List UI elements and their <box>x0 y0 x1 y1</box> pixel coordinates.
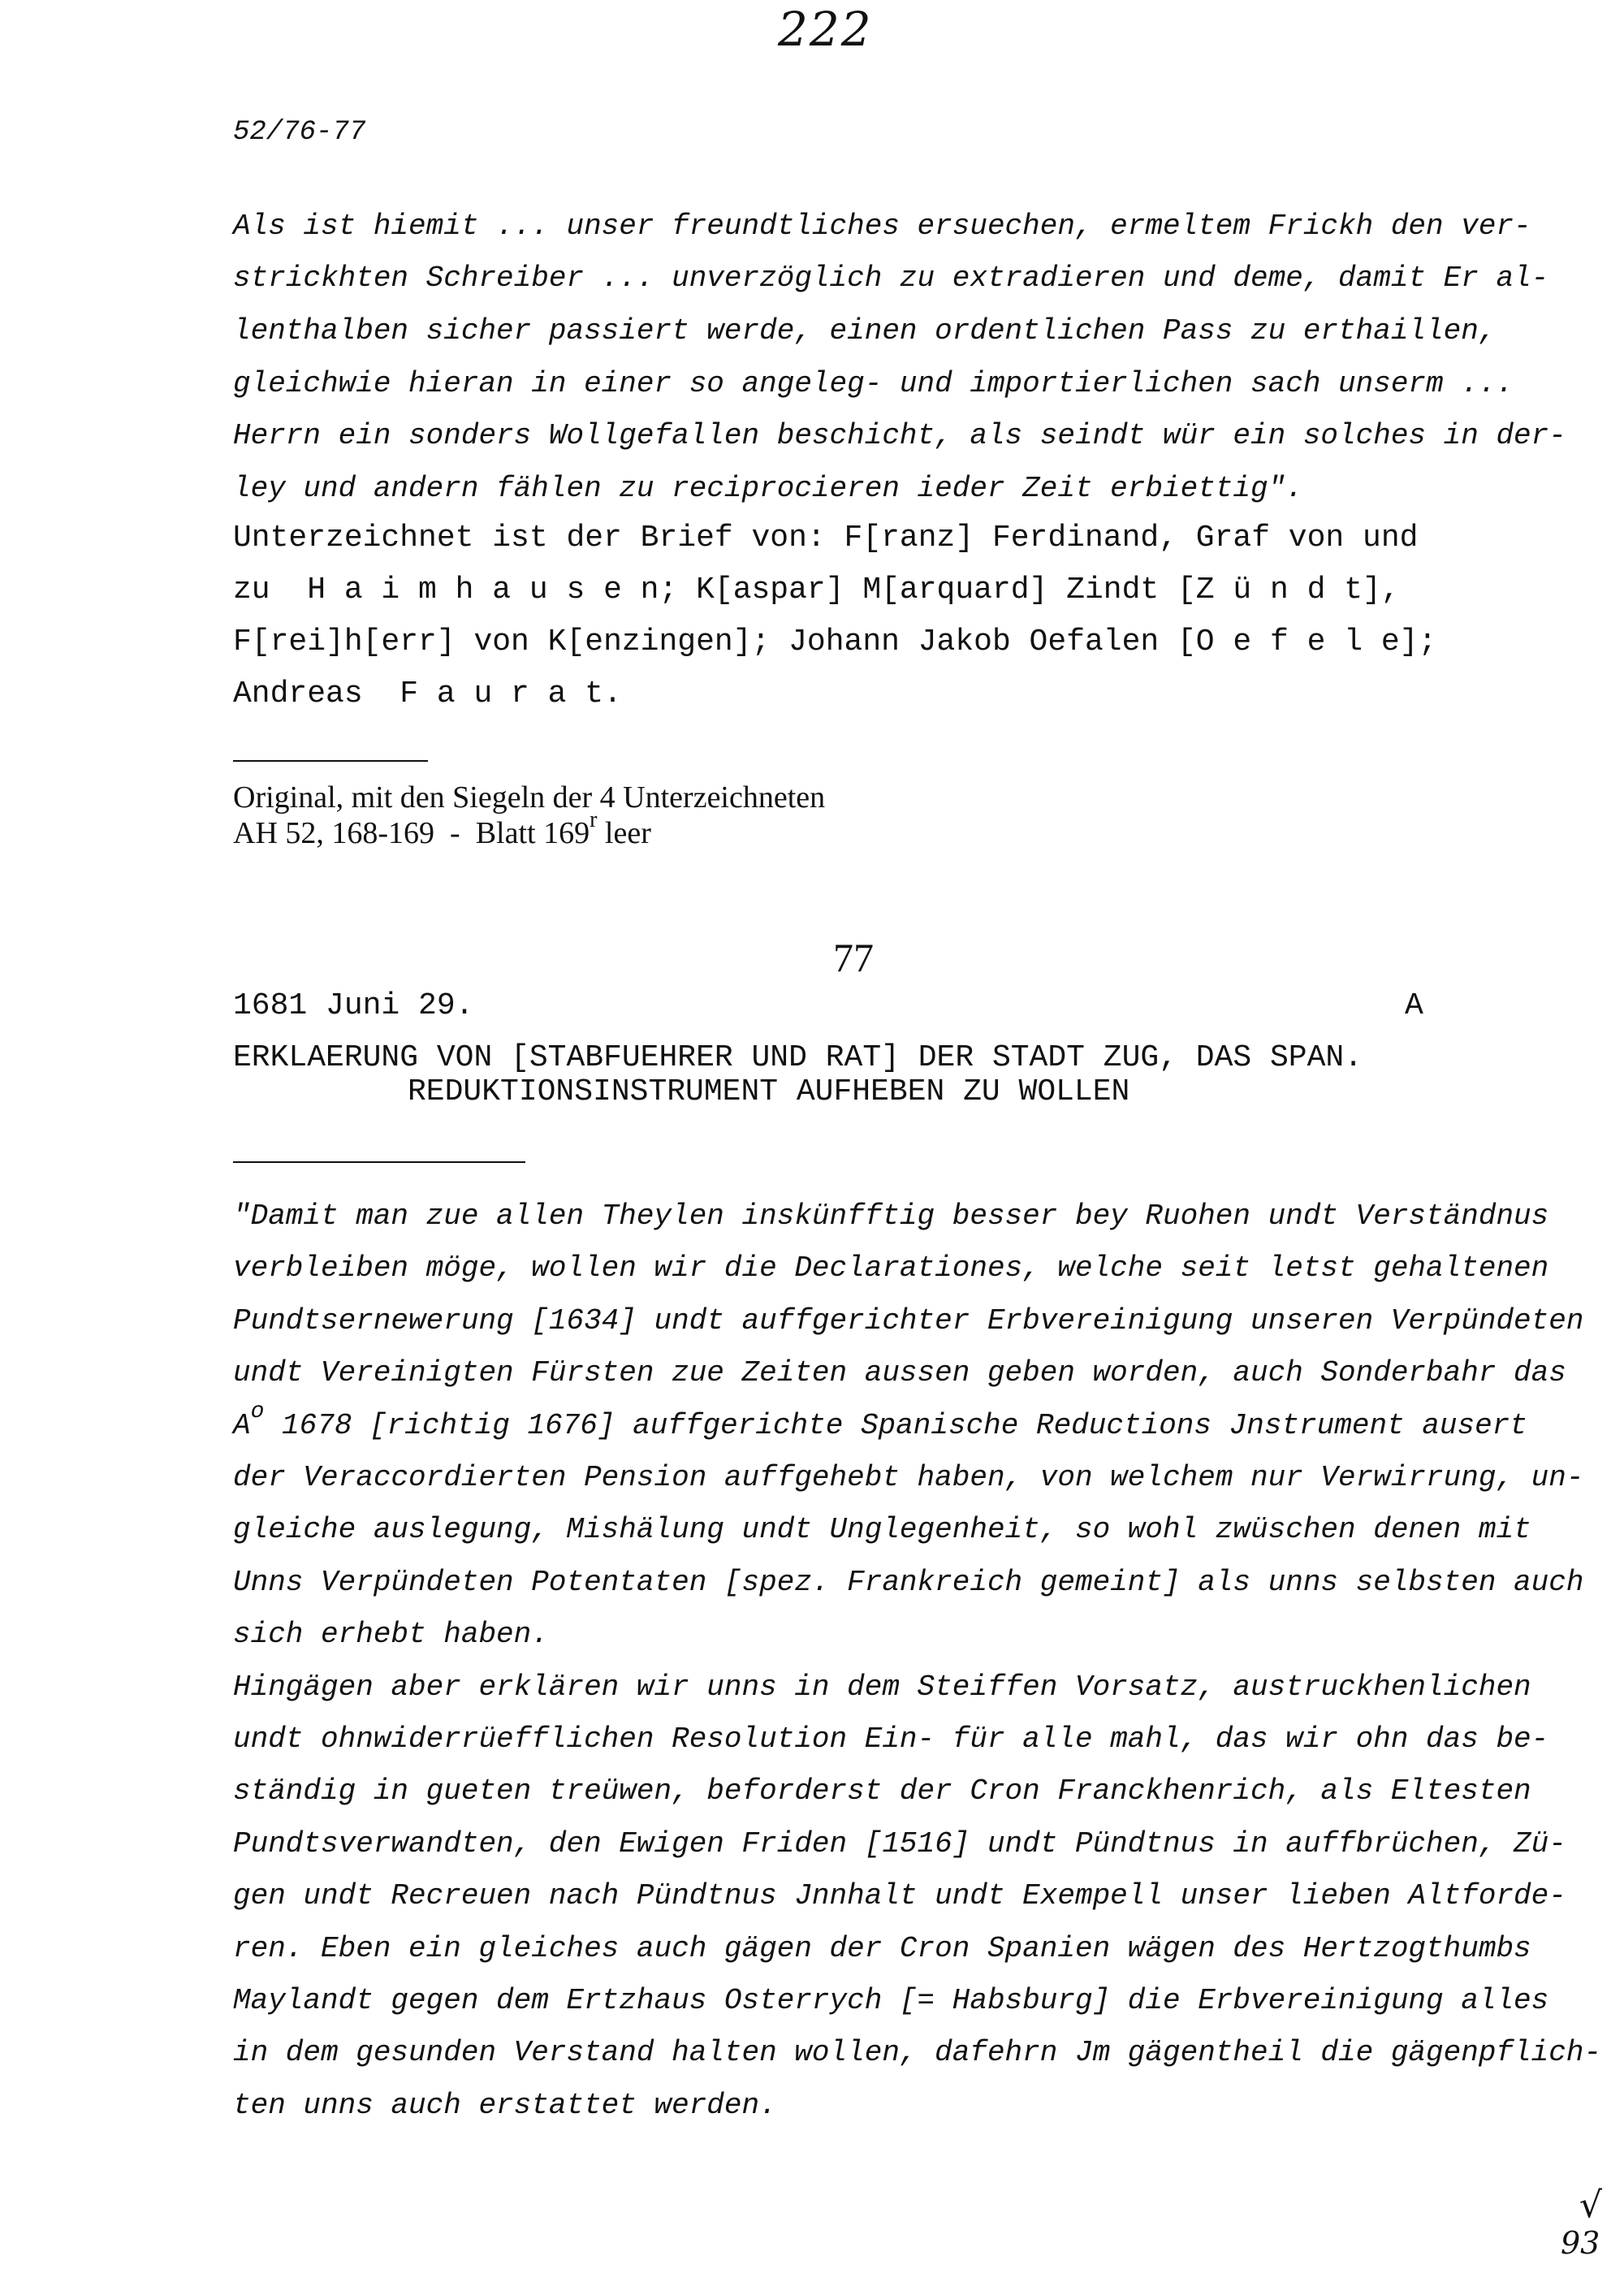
body-line: undt Vereinigten Fürsten zue Zeiten aussen geben worden, auch Sonderbahr das <box>233 1356 1566 1389</box>
source-note-line2 <box>233 807 651 851</box>
page-number: 222 <box>778 2 873 57</box>
body-line: der Veraccordierten Pension auffgehebt haben, von welchem nur Verwirrung, un- <box>233 1461 1584 1494</box>
source-note-suffix: leer <box>597 816 651 850</box>
body-line: Pundtsverwandten, den Ewigen Friden [1516] undt Pündtnus in auffbrüchen, Zü- <box>233 1827 1566 1861</box>
signatories-line: Andreas F a u r a t. <box>233 676 622 711</box>
body-line: Pundtsernewerung [1634] undt auffgerichter Erbvereinigung unseren Verpündeten <box>233 1304 1584 1338</box>
footnote-rule <box>233 760 428 762</box>
margin-number: 93 <box>1561 2225 1600 2261</box>
source-note-line1: Original, mit den Siegeln der 4 Unterzeichneten <box>233 780 826 815</box>
excerpt-line: ley und andern fählen zu reciprocieren ieder Zeit erbiettig". <box>233 472 1303 505</box>
document-title-line2: REDUKTIONSINSTRUMENT AUFHEBEN ZU WOLLEN <box>408 1074 1130 1109</box>
document-date: 1681 Juni 29. <box>233 988 474 1023</box>
body-line: Maylandt gegen dem Ertzhaus Osterrych [= Habsburg] die Erbvereinigung alles <box>233 1984 1549 2017</box>
excerpt-line: lenthalben sicher passiert werde, einen ordentlichen Pass zu erthaillen, <box>233 314 1497 348</box>
body-line: ständig in gueten treüwen, beforderst der Cron Franckhenrich, als Eltesten <box>233 1774 1531 1808</box>
document-reference: 52/76-77 <box>233 117 366 148</box>
body-line: "Damit man zue allen Theylen inskünfftig besser bey Ruohen undt Verständnus <box>233 1199 1549 1233</box>
body-line: ren. Eben ein gleiches auch gägen der Cron Spanien wägen des Hertzogthumbs <box>233 1932 1531 1965</box>
body-line: gleiche auslegung, Mishälung undt Unglegenheit, so wohl zwüschen denen mit <box>233 1513 1531 1546</box>
excerpt-line: strickhten Schreiber ... unverzöglich zu extradieren und deme, damit Er al- <box>233 261 1549 295</box>
signatories-line: zu H a i m h a u s e n; K[aspar] M[arquard] Zindt [Z ü n d t], <box>233 573 1400 607</box>
anno-a: A <box>233 1409 251 1442</box>
excerpt-line: Herrn ein sonders Wollgefallen beschicht, als seindt wür ein solches in der- <box>233 419 1566 452</box>
signatories-line: Unterzeichnet ist der Brief von: F[ranz] Ferdinand, Graf von und <box>233 521 1419 555</box>
document-number: 77 <box>833 935 874 980</box>
section-rule <box>233 1161 525 1163</box>
body-line: undt ohnwiderrüefflichen Resolution Ein- für alle mahl, das wir ohn das be- <box>233 1722 1549 1756</box>
signatories-line: F[rei]h[err] von K[enzingen]; Johann Jakob Oefalen [O e f e l e]; <box>233 625 1437 659</box>
anno-superscript: o <box>250 1399 265 1424</box>
body-line: sich erhebt haben. <box>233 1618 549 1651</box>
excerpt-line: gleichwie hieran in einer so angeleg- und importierlichen sach unserm ... <box>233 367 1514 400</box>
body-line: verbleiben möge, wollen wir die Declarationes, welche seit letst gehaltenen <box>233 1251 1549 1285</box>
body-line <box>233 1399 1527 1442</box>
source-note-text: AH 52, 168-169 - Blatt 169 <box>233 816 590 850</box>
recto-superscript: r <box>590 807 598 832</box>
document-title-line1: ERKLAERUNG VON [STABFUEHRER UND RAT] DER STADT ZUG, DAS SPAN. <box>233 1040 1363 1075</box>
body-line-text: 1678 [richtig 1676] auffgerichte Spanische Reductions Jnstrument ausert <box>264 1409 1527 1442</box>
excerpt-line: Als ist hiemit ... unser freundtliches ersuechen, ermeltem Frickh den ver- <box>233 210 1531 243</box>
body-line: ten unns auch erstattet werden. <box>233 2089 777 2122</box>
body-line: Unns Verpündeten Potentaten [spez. Frankreich gemeint] als unns selbsten auch <box>233 1566 1584 1599</box>
check-mark: √ <box>1579 2185 1603 2226</box>
body-line: in dem gesunden Verstand halten wollen, dafehrn Jm gägentheil die gägenpflich- <box>233 2036 1602 2069</box>
document-letter: A <box>1405 988 1423 1023</box>
body-line: gen undt Recreuen nach Pündtnus Jnnhalt undt Exempell unser lieben Altforde- <box>233 1879 1566 1912</box>
body-line: Hingägen aber erklären wir unns in dem Steiffen Vorsatz, austruckhenlichen <box>233 1670 1531 1704</box>
